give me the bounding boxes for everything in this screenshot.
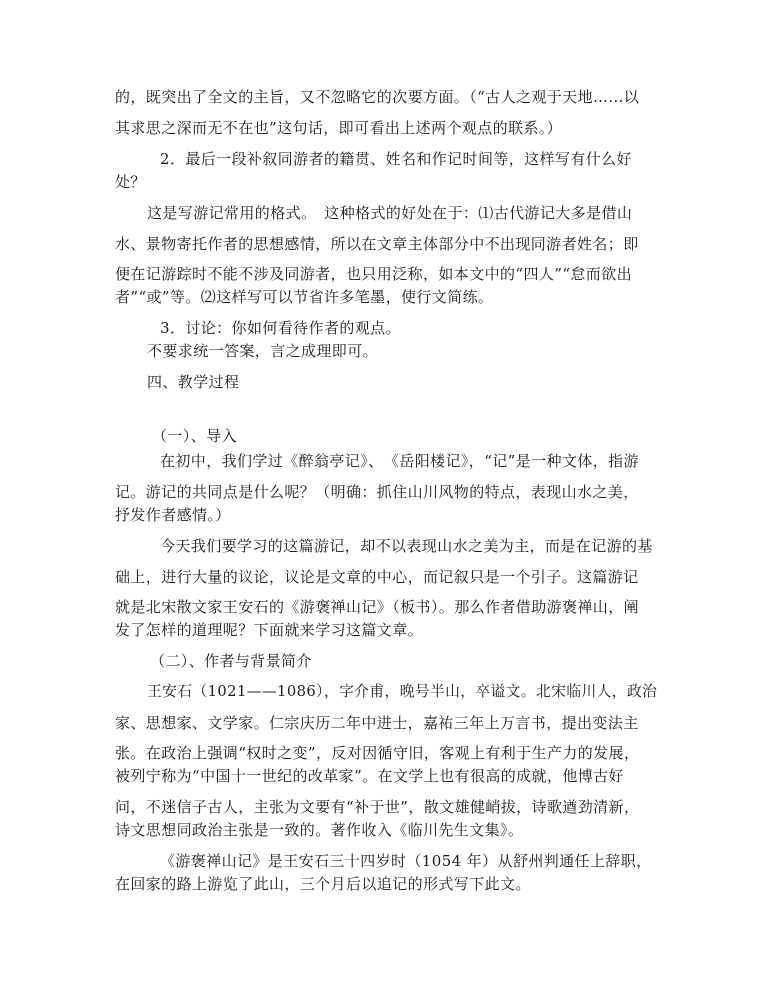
subsection-heading: （一）、导入	[152, 427, 237, 445]
text-line: 诗文思想同政治主张是一致的。著作收入《临川先生文集》。	[115, 821, 524, 839]
text-line: 其求思之深而无不在也”这句话，即可看出上述两个观点的联系。）	[115, 119, 563, 137]
text-line: 被列宁称为“中国十一世纪的改革家”。在文学上也有很高的成就，他博古好	[115, 767, 624, 785]
text-line: 2．最后一段补叙同游者的籍贯、姓名和作记时间等，这样写有什么好	[160, 150, 632, 168]
text-line: 处？	[115, 173, 146, 191]
text-line: 便在记游踪时不能不涉及同游者，也只用泛称，如本文中的“四人”“怠而欲出	[115, 265, 633, 283]
text-line: 王安石（1021——1086），字介甫，晚号半山，卒谥文。北宋临川人，政治	[147, 683, 658, 700]
text-line: 不要求统一答案，言之成理即可。	[147, 342, 379, 360]
subsection-heading: （二）、作者与背景简介	[150, 652, 312, 670]
text-line: 就是北宋散文家王安石的《游褒禅山记》（板书）。那么作者借助游褒禅山，阐	[115, 598, 640, 616]
text-line: 记。游记的共同点是什么呢？（明确：抓住山川风物的特点，表现山水之美，	[115, 483, 639, 501]
section-heading: 四、教学过程	[147, 373, 240, 391]
text-line: 者”“或”等。⑵这样写可以节省许多笔墨，使行文简练。	[115, 288, 494, 306]
text-line: 抒发作者感情。）	[115, 506, 231, 524]
text-line: 张。在政治上强调“权时之变”，反对因循守旧，客观上有利于生产力的发展，	[115, 744, 640, 762]
text-line: 3．讨论：你如何看待作者的观点。	[160, 319, 401, 337]
text-line: 发了怎样的道理呢？下面就来学习这篇文章。	[115, 621, 424, 639]
text-line: 今天我们要学习的这篇游记，却不以表现山水之美为主，而是在记游的基	[160, 537, 653, 555]
text-line: 问，不迷信子古人，主张为文要有“补于世”，散文雄健峭拔，诗歌遒劲清新，	[115, 798, 640, 816]
text-line: 这是写游记常用的格式。 这种格式的好处在于：⑴古代游记大多是借山	[147, 204, 633, 222]
text-line: 础上，进行大量的议论，议论是文章的中心，而记叙只是一个引子。这篇游记	[115, 568, 639, 586]
text-line: 的，既突出了全文的主旨，又不忽略它的次要方面。（“古人之观于天地……以	[115, 88, 640, 106]
text-line: 《游褒禅山记》是王安石三十四岁时（1054 年）从舒州判通任上辞职，	[160, 852, 652, 870]
text-line: 家、思想家、文学家。仁宗庆历二年中进士，嘉祐三年上万言书，提出变法主	[115, 714, 639, 732]
text-line: 在初中，我们学过《醉翁亭记》、 《岳阳楼记》，“记”是一种文体，指游	[160, 452, 639, 470]
text-line: 水、景物寄托作者的思想感情，所以在文章主体部分中不出现同游者姓名；即	[115, 235, 639, 253]
text-line: 在回家的路上游览了此山，三个月后以追记的形式写下此文。	[115, 875, 531, 893]
